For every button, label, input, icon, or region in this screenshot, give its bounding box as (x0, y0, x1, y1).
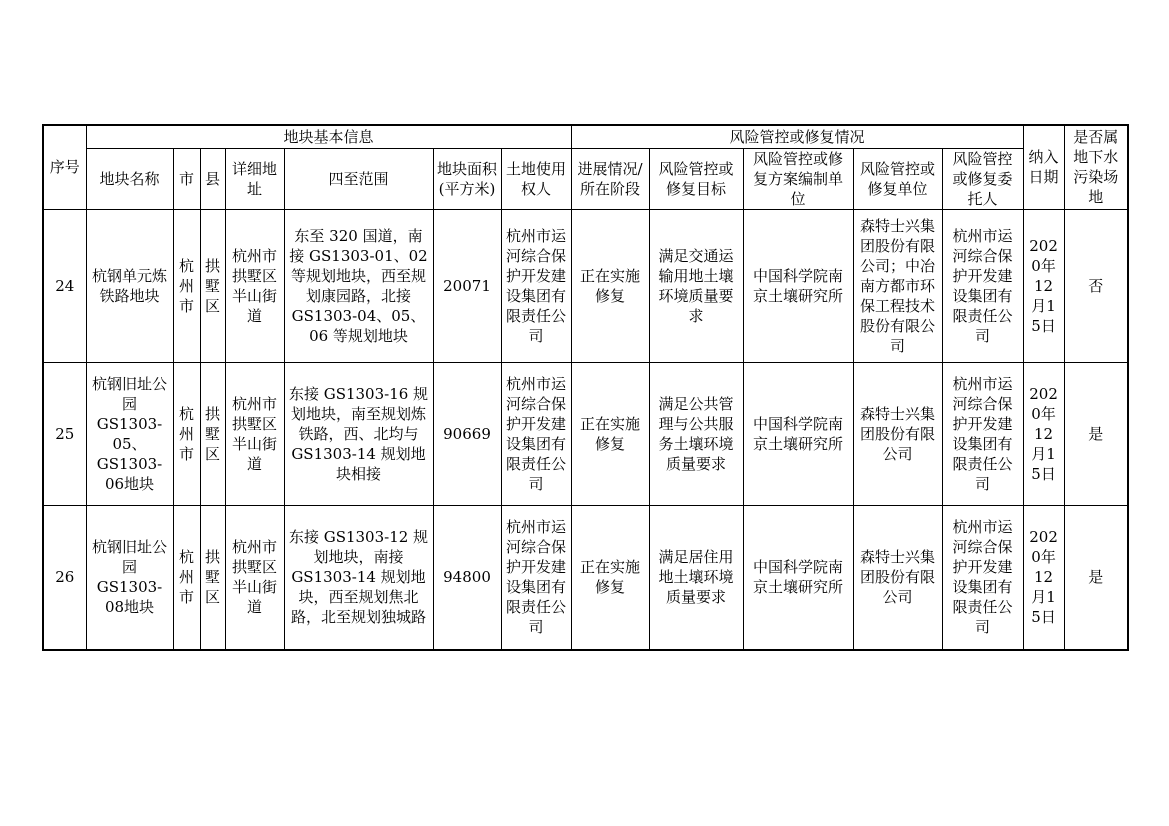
cell-inclusion-date: 2020年12月15日 (1023, 505, 1064, 650)
header-county: 县 (200, 148, 225, 209)
header-group-basic-info: 地块基本信息 (86, 125, 571, 148)
header-area: 地块面积(平方米) (433, 148, 501, 209)
cell-bounds: 东接 GS1303-16 规划地块，南至规划炼铁路，西、北均与 GS1303-14 规划地块相接 (284, 362, 433, 505)
table-row (43, 209, 1128, 362)
table-header (43, 125, 1128, 209)
cell-plan-unit: 中国科学院南京土壤研究所 (743, 209, 853, 362)
cell-target: 满足交通运输用地土壤环境质量要求 (649, 209, 743, 362)
cell-bounds: 东接 GS1303-12 规划地块，南接 GS1303-14 规划地块，西至规划焦北路，北至规划独城路 (284, 505, 433, 650)
cell-inclusion-date: 2020年12月15日 (1023, 209, 1064, 362)
cell-county: 拱墅区 (200, 505, 225, 650)
cell-plan-unit: 中国科学院南京土壤研究所 (743, 362, 853, 505)
header-repair-unit: 风险管控或修复单位 (853, 148, 942, 209)
cell-county: 拱墅区 (200, 209, 225, 362)
cell-client: 杭州市运河综合保护开发建设集团有限责任公司 (942, 362, 1023, 505)
cell-client: 杭州市运河综合保护开发建设集团有限责任公司 (942, 209, 1023, 362)
cell-owner: 杭州市运河综合保护开发建设集团有限责任公司 (501, 505, 571, 650)
header-serial: 序号 (43, 125, 86, 209)
header-progress: 进展情况/所在阶段 (571, 148, 649, 209)
table-body (43, 209, 1128, 650)
cell-address: 杭州市拱墅区半山街道 (225, 362, 284, 505)
cell-groundwater: 是 (1064, 505, 1128, 650)
cell-name: 杭钢旧址公园GS1303-08地块 (86, 505, 173, 650)
header-bounds: 四至范围 (284, 148, 433, 209)
cell-area: 90669 (433, 362, 501, 505)
cell-plan-unit: 中国科学院南京土壤研究所 (743, 505, 853, 650)
header-target: 风险管控或修复目标 (649, 148, 743, 209)
header-owner: 土地使用权人 (501, 148, 571, 209)
cell-target: 满足公共管理与公共服务土壤环境质量要求 (649, 362, 743, 505)
cell-county: 拱墅区 (200, 362, 225, 505)
header-name: 地块名称 (86, 148, 173, 209)
cell-owner: 杭州市运河综合保护开发建设集团有限责任公司 (501, 209, 571, 362)
cell-repair-unit: 森特士兴集团股份有限公司；中冶南方都市环保工程技术股份有限公司 (853, 209, 942, 362)
cell-city: 杭州市 (173, 209, 200, 362)
cell-progress: 正在实施修复 (571, 505, 649, 650)
cell-address: 杭州市拱墅区半山街道 (225, 209, 284, 362)
header-groundwater: 是否属地下水污染场地 (1064, 125, 1128, 209)
cell-owner: 杭州市运河综合保护开发建设集团有限责任公司 (501, 362, 571, 505)
cell-progress: 正在实施修复 (571, 209, 649, 362)
cell-groundwater: 否 (1064, 209, 1128, 362)
table-row (43, 362, 1128, 505)
cell-repair-unit: 森特士兴集团股份有限公司 (853, 362, 942, 505)
cell-name: 杭钢单元炼铁路地块 (86, 209, 173, 362)
header-plan-unit: 风险管控或修复方案编制单位 (743, 148, 853, 209)
header-inclusion-date: 纳入日期 (1023, 125, 1064, 209)
cell-address: 杭州市拱墅区半山街道 (225, 505, 284, 650)
cell-repair-unit: 森特士兴集团股份有限公司 (853, 505, 942, 650)
cell-bounds: 东至 320 国道，南接 GS1303-01、02 等规划地块，西至规划康园路，北接 GS1303-04、05、06 等规划地块 (284, 209, 433, 362)
cell-city: 杭州市 (173, 505, 200, 650)
cell-serial: 25 (43, 362, 86, 505)
header-address: 详细地址 (225, 148, 284, 209)
cell-target: 满足居住用地土壤环境质量要求 (649, 505, 743, 650)
table-row (43, 505, 1128, 650)
land-parcel-table (42, 124, 1129, 651)
cell-progress: 正在实施修复 (571, 362, 649, 505)
cell-inclusion-date: 2020年12月15日 (1023, 362, 1064, 505)
cell-serial: 26 (43, 505, 86, 650)
cell-groundwater: 是 (1064, 362, 1128, 505)
cell-city: 杭州市 (173, 362, 200, 505)
cell-serial: 24 (43, 209, 86, 362)
header-client: 风险管控或修复委托人 (942, 148, 1023, 209)
header-group-risk: 风险管控或修复情况 (571, 125, 1023, 148)
cell-name: 杭钢旧址公园GS1303-05、GS1303-06地块 (86, 362, 173, 505)
cell-area: 94800 (433, 505, 501, 650)
cell-client: 杭州市运河综合保护开发建设集团有限责任公司 (942, 505, 1023, 650)
cell-area: 20071 (433, 209, 501, 362)
header-city: 市 (173, 148, 200, 209)
